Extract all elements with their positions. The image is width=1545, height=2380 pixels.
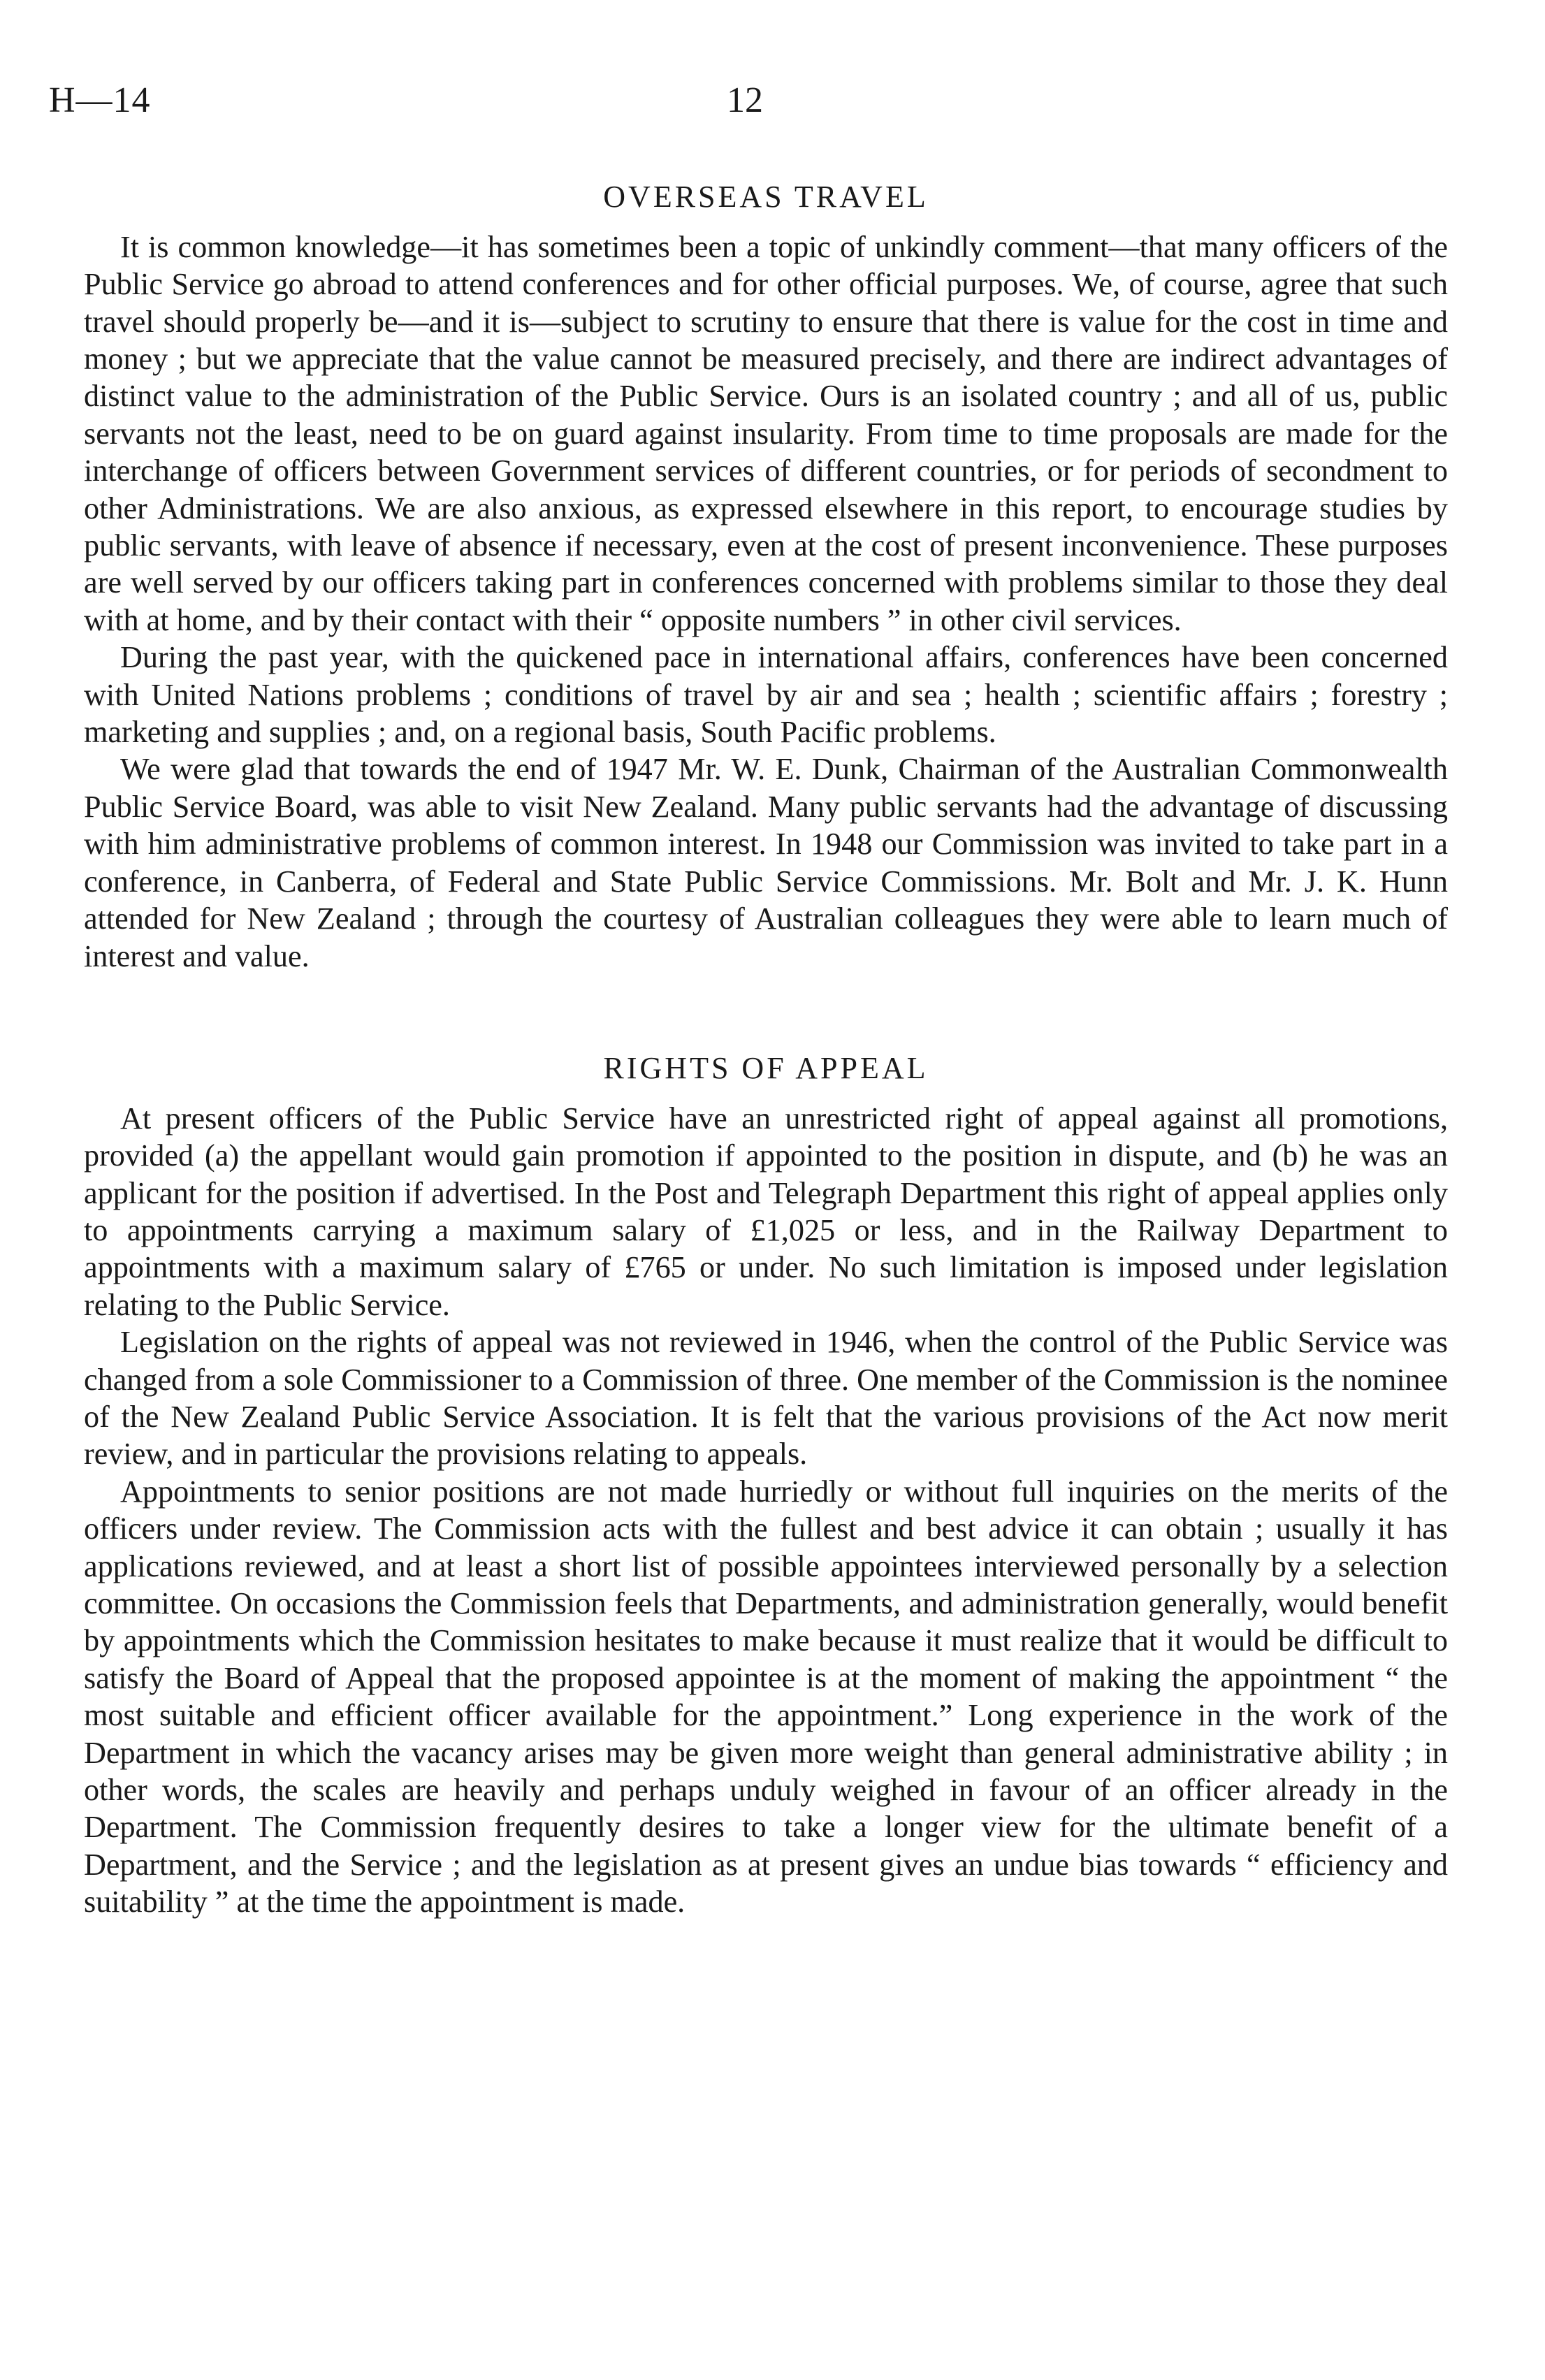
paragraph: At present officers of the Public Service have an unrestricted right of appeal against all promotions, provided (a) the appellant would gain promotion if appointed to the position in dispute, and (b) he was an applicant for the position if advertised. In the Post and Telegraph Department this right of appeal applies only to appointments carrying a maximum salary of £1,025 or less, and in the Railway Department to appointments with a maximum salary of £765 or under. No such limitation is imposed under legislation relating to the Public Service. (84, 1101, 1448, 1322)
page-number: 12 (727, 80, 763, 120)
section-heading: RIGHTS OF APPEAL (603, 1050, 929, 1085)
paragraph: During the past year, with the quickened pace in international affairs, conferences have been concerned with United Nations problems ; conditions of travel by air and sea ; health ; scientific affairs ; forestry ; marketing and supplies ; and, on a regional basis, South Pacific problems. (84, 640, 1448, 750)
page-body (84, 179, 1448, 1921)
section-rights-of-appeal (84, 1050, 1448, 1921)
section-heading: OVERSEAS TRAVEL (603, 180, 929, 214)
paragraph: Legislation on the rights of appeal was not reviewed in 1946, when the control of the Public Service was changed from a sole Commissioner to a Commission of three. One member of the Commission is the nominee of the New Zealand Public Service Association. It is felt that the various provisions of the Act now merit review, and in particular the provisions relating to appeals. (84, 1325, 1448, 1472)
paragraph: Appointments to senior positions are not made hurriedly or without full inquiries on the merits of the officers under review. The Commission acts with the fullest and best advice it can obtain ; usually it has applications reviewed, and at least a short list of possible appointees interviewed personally by a selection committee. On occasions the Commission feels that Departments, and administration generally, would benefit by appointments which the Commission hesitates to make because it must realize that it would be difficult to satisfy the Board of Appeal that the proposed appointee is at the moment of making the appointment “ the most suitable and efficient officer available for the appointment.” Long experience in the work of the Department in which the vacancy arises may be given more weight than general administrative ability ; in other words, the scales are heavily and perhaps unduly weighed in favour of an officer already in the Department. The Commission frequently desires to take a longer view for the ultimate benefit of a Department, and the Service ; and the legislation as at present gives an undue bias towards “ efficiency and suitability ” at the time the appointment is made. (84, 1474, 1448, 1920)
paragraph: It is common knowledge—it has sometimes been a topic of unkindly comment—that many officers of the Public Service go abroad to attend conferences and for other official purposes. We, of course, agree that such travel should properly be—and it is—subject to scrutiny to ensure that there is value for the cost in time and money ; but we appreciate that the value cannot be measured precisely, and there are indirect advantages of distinct value to the administration of the Public Service. Ours is an isolated country ; and all of us, public servants not the least, need to be on guard against insularity. From time to time proposals are made for the interchange of officers between Government services of different countries, or for periods of secondment to other Administrations. We are also anxious, as expressed elsewhere in this report, to encourage studies by public servants, with leave of absence if necessary, even at the cost of present inconvenience. These purposes are well served by our officers taking part in conferences concerned with problems similar to those they deal with at home, and by their contact with their “ opposite numbers ” in other civil services. (84, 229, 1448, 637)
section-overseas-travel (84, 179, 1448, 975)
paragraph: We were glad that towards the end of 1947 Mr. W. E. Dunk, Chairman of the Australian Commonwealth Public Service Board, was able to visit New Zealand. Many public servants had the advantage of discussing with him administrative problems of common interest. In 1948 our Commission was invited to take part in a conference, in Canberra, of Federal and State Public Service Commissions. Mr. Bolt and Mr. J. K. Hunn attended for New Zealand ; through the courtesy of Australian colleagues they were able to learn much of interest and value. (84, 752, 1448, 973)
document-reference: H—14 (49, 80, 151, 120)
